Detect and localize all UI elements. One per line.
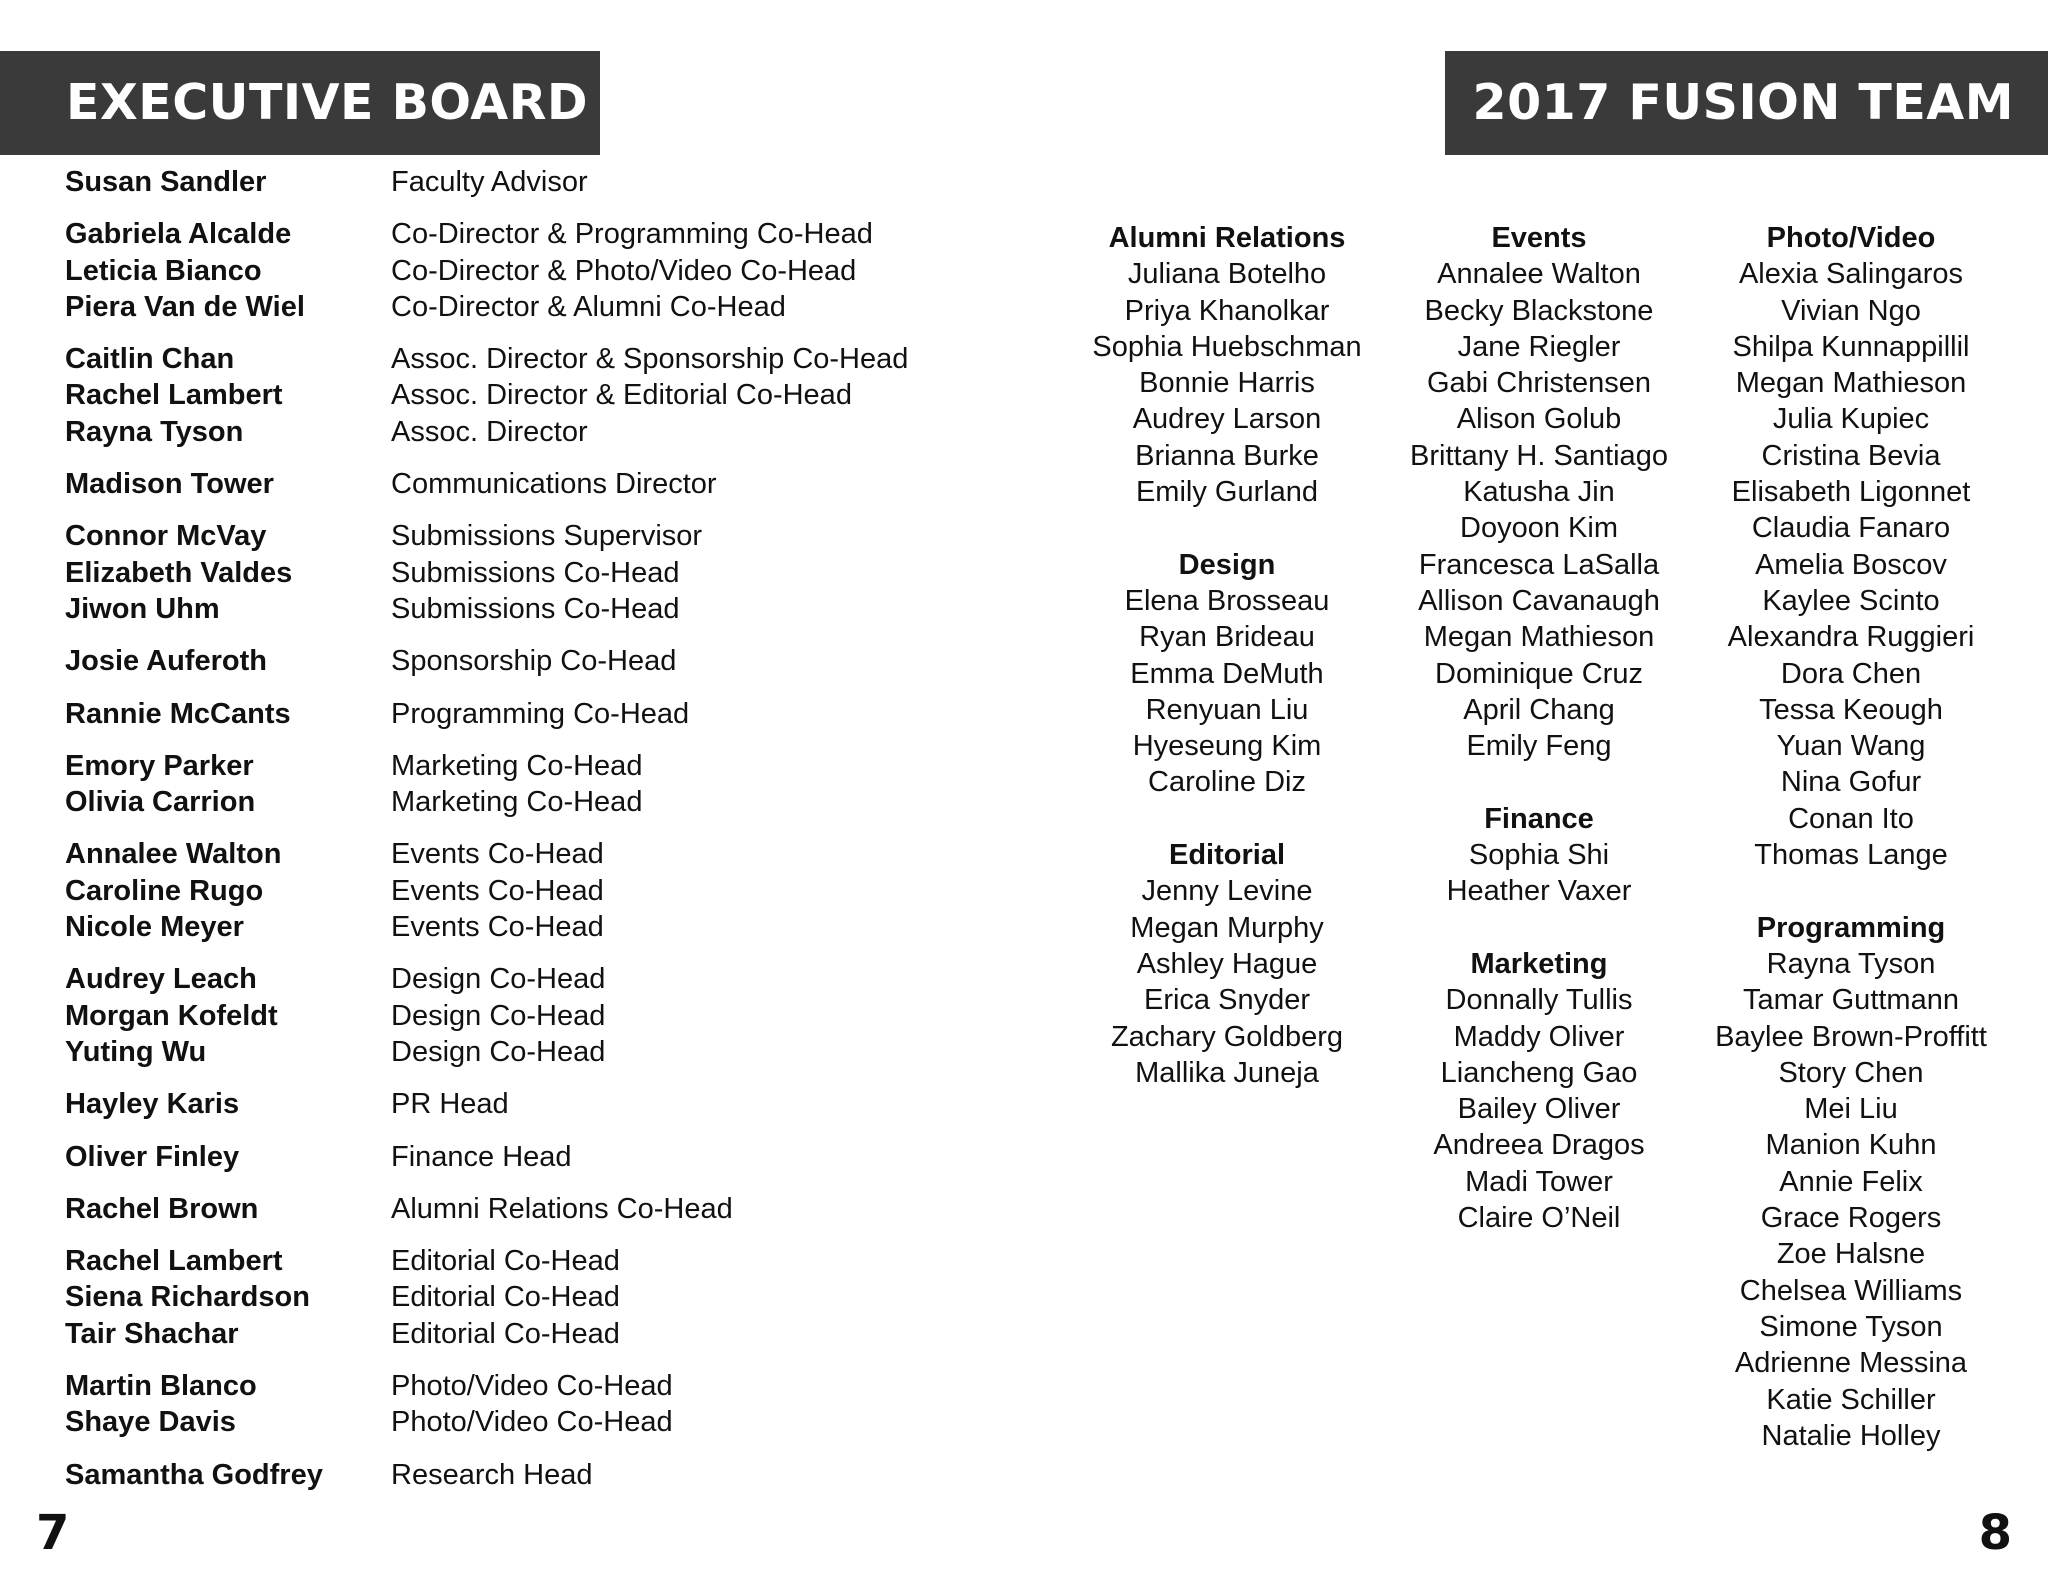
exec-group (65, 1457, 1005, 1493)
team-heading: Design (1178, 548, 1276, 581)
team-member: Tessa Keough (1759, 693, 1943, 726)
page-number-left: 7 (36, 1505, 70, 1561)
executive-board-list (65, 164, 1005, 1509)
team-member: Shilpa Kunnappillil (1732, 330, 1970, 363)
team-member: Natalie Holley (1761, 1419, 1941, 1452)
team-member: Nina Gofur (1780, 766, 1922, 799)
member-role: Communications Director (391, 468, 717, 501)
team-member: Megan Murphy (1130, 911, 1324, 944)
exec-group (65, 696, 1005, 732)
team-member: Emma DeMuth (1130, 657, 1324, 690)
member-role: Editorial Co-Head (391, 1281, 620, 1314)
team-member: Andreea Dragos (1433, 1129, 1645, 1162)
team-heading: Finance (1484, 802, 1594, 835)
member-name: Yuting Wu (65, 1035, 207, 1068)
team-section (1691, 910, 2011, 1454)
member-role: Events Co-Head (391, 838, 604, 871)
exec-row (65, 1316, 1005, 1352)
exec-row (65, 253, 1005, 289)
team-member: Sophia Huebschman (1092, 330, 1362, 363)
team-member: Julia Kupiec (1772, 403, 1930, 436)
team-member: Renyuan Liu (1145, 693, 1309, 726)
member-name: Caitlin Chan (65, 343, 235, 376)
member-name: Josie Auferoth (65, 645, 267, 678)
member-role: Design Co-Head (391, 1035, 606, 1068)
team-member: Manion Kuhn (1765, 1129, 1937, 1162)
member-name: Susan Sandler (65, 166, 267, 198)
team-member: Madi Tower (1465, 1165, 1613, 1198)
member-name: Rachel Brown (65, 1192, 259, 1225)
team-section (1067, 220, 1387, 510)
member-role: Photo/Video Co-Head (391, 1370, 673, 1403)
team-member: Donnally Tullis (1445, 984, 1633, 1017)
team-member: Yuan Wang (1776, 730, 1926, 763)
member-name: Olivia Carrion (65, 786, 256, 819)
member-role: PR Head (391, 1088, 509, 1121)
team-member: Becky Blackstone (1424, 294, 1654, 327)
member-role: Assoc. Director (391, 415, 588, 448)
exec-group (65, 748, 1005, 821)
member-name: Caroline Rugo (65, 874, 264, 907)
member-role: Research Head (391, 1458, 593, 1491)
exec-row (65, 591, 1005, 627)
member-role: Submissions Co-Head (391, 556, 680, 589)
team-heading: Editorial (1168, 839, 1285, 872)
member-name: Rannie McCants (65, 697, 291, 730)
exec-row (65, 1034, 1005, 1070)
member-name: Leticia Bianco (65, 254, 262, 287)
member-role: Marketing Co-Head (391, 749, 643, 782)
exec-row (65, 555, 1005, 591)
member-role: Events Co-Head (391, 911, 604, 944)
team-member: Sophia Shi (1468, 839, 1610, 872)
team-member: Emily Gurland (1135, 476, 1319, 509)
exec-row (65, 1086, 1005, 1122)
team-member: Jane Riegler (1457, 330, 1621, 363)
exec-row (65, 1457, 1005, 1493)
member-role: Editorial Co-Head (391, 1317, 620, 1350)
team-member: Chelsea Williams (1739, 1274, 1963, 1307)
fusion-team-title: 2017 FUSION TEAM (1472, 74, 2014, 131)
team-member: Thomas Lange (1754, 839, 1948, 872)
team-heading: Marketing (1470, 947, 1608, 980)
team-column-3 (1691, 220, 2011, 1490)
team-member: Audrey Larson (1132, 403, 1322, 436)
member-role: Finance Head (391, 1140, 572, 1173)
team-member: Elisabeth Ligonnet (1731, 476, 1971, 509)
team-member: Megan Mathieson (1735, 367, 1967, 400)
member-name: Hayley Karis (65, 1088, 240, 1121)
team-member: Alexandra Ruggieri (1727, 621, 1975, 654)
member-role: Alumni Relations Co-Head (391, 1192, 733, 1225)
team-member: Ashley Hague (1136, 947, 1318, 980)
team-member: Katusha Jin (1463, 476, 1615, 509)
fusion-team-banner (1445, 51, 2048, 155)
exec-row (65, 164, 1005, 200)
member-role: Marketing Co-Head (391, 786, 643, 819)
team-section (1379, 220, 1699, 764)
team-member: Zoe Halsne (1776, 1238, 1926, 1271)
exec-row (65, 909, 1005, 945)
team-heading: Events (1491, 222, 1587, 254)
team-member: Caroline Diz (1148, 766, 1306, 799)
team-member: Grace Rogers (1760, 1202, 1942, 1235)
exec-row (65, 784, 1005, 820)
member-role: Photo/Video Co-Head (391, 1406, 673, 1439)
exec-group (65, 1368, 1005, 1441)
team-member: Megan Mathieson (1423, 621, 1655, 654)
exec-group (65, 1086, 1005, 1122)
team-member: Francesca LaSalla (1418, 548, 1660, 581)
team-member: Jenny Levine (1141, 875, 1313, 908)
team-member: Baylee Brown-Proffitt (1715, 1020, 1987, 1053)
team-member: Vivian Ngo (1781, 294, 1921, 327)
member-name: Audrey Leach (65, 963, 257, 996)
exec-row (65, 643, 1005, 679)
member-role: Assoc. Director & Editorial Co-Head (391, 379, 852, 412)
team-member: April Chang (1463, 693, 1615, 726)
page-number-right: 8 (1978, 1505, 2012, 1561)
member-name: Nicole Meyer (65, 911, 244, 944)
member-name: Annalee Walton (65, 838, 282, 871)
team-member: Hyeseung Kim (1132, 730, 1322, 763)
team-member: Priya Khanolkar (1124, 294, 1330, 327)
team-member: Brianna Burke (1135, 439, 1319, 472)
member-name: Rachel Lambert (65, 1245, 283, 1278)
exec-group (65, 164, 1005, 200)
executive-board-banner (0, 51, 600, 155)
exec-group (65, 1191, 1005, 1227)
member-role: Submissions Supervisor (391, 520, 703, 553)
exec-row (65, 289, 1005, 325)
exec-row (65, 377, 1005, 413)
team-member: Bonnie Harris (1139, 367, 1315, 400)
member-role: Assoc. Director & Sponsorship Co-Head (391, 343, 909, 376)
member-role: Co-Director & Photo/Video Co-Head (391, 254, 857, 287)
team-member: Dora Chen (1780, 657, 1922, 690)
member-name: Rayna Tyson (65, 415, 244, 448)
team-section (1379, 801, 1699, 910)
team-heading: Alumni Relations (1108, 222, 1346, 254)
exec-group (65, 1139, 1005, 1175)
member-role: Submissions Co-Head (391, 592, 680, 625)
exec-row (65, 696, 1005, 732)
team-member: Amelia Boscov (1755, 548, 1947, 581)
team-member: Liancheng Gao (1440, 1056, 1638, 1089)
exec-row (65, 1243, 1005, 1279)
member-name: Connor McVay (65, 520, 267, 553)
exec-group (65, 1243, 1005, 1352)
team-member: Simone Tyson (1759, 1310, 1943, 1343)
team-section (1691, 220, 2011, 873)
team-member: Allison Cavanaugh (1418, 584, 1660, 617)
team-member: Conan Ito (1788, 802, 1914, 835)
member-name: Jiwon Uhm (65, 592, 220, 625)
member-role: Events Co-Head (391, 874, 604, 907)
exec-group (65, 836, 1005, 945)
member-name: Tair Shachar (65, 1317, 239, 1350)
team-member: Emily Feng (1466, 730, 1612, 763)
team-member: Alison Golub (1456, 403, 1622, 436)
team-member: Doyoon Kim (1460, 512, 1618, 545)
team-column-2 (1379, 220, 1699, 1273)
member-name: Madison Tower (65, 468, 274, 501)
member-name: Elizabeth Valdes (65, 556, 293, 589)
team-heading: Programming (1756, 911, 1946, 944)
executive-board-title: EXECUTIVE BOARD (66, 74, 589, 131)
team-member: Dominique Cruz (1435, 657, 1643, 690)
exec-row (65, 518, 1005, 554)
exec-row (65, 836, 1005, 872)
exec-group (65, 643, 1005, 679)
team-member: Gabi Christensen (1426, 367, 1652, 400)
team-heading: Photo/Video (1766, 222, 1936, 254)
team-member: Alexia Salingaros (1738, 258, 1964, 291)
member-name: Emory Parker (65, 749, 254, 782)
team-member: Mallika Juneja (1135, 1056, 1319, 1089)
team-member: Annalee Walton (1437, 258, 1641, 291)
team-member: Katie Schiller (1766, 1383, 1936, 1416)
exec-row (65, 216, 1005, 252)
team-member: Zachary Goldberg (1110, 1020, 1344, 1053)
team-member: Elena Brosseau (1124, 584, 1330, 617)
member-name: Shaye Davis (65, 1406, 236, 1439)
member-role: Programming Co-Head (391, 697, 690, 730)
team-column-1 (1067, 220, 1387, 1127)
exec-group (65, 216, 1005, 325)
team-member: Bailey Oliver (1457, 1093, 1621, 1126)
exec-row (65, 873, 1005, 909)
team-member: Annie Felix (1779, 1165, 1923, 1198)
member-name: Martin Blanco (65, 1370, 257, 1403)
member-name: Piera Van de Wiel (65, 290, 305, 323)
member-name: Morgan Kofeldt (65, 999, 278, 1032)
exec-row (65, 1139, 1005, 1175)
team-section (1067, 547, 1387, 801)
member-role: Co-Director & Programming Co-Head (391, 218, 873, 251)
member-role: Co-Director & Alumni Co-Head (391, 290, 786, 323)
exec-group (65, 341, 1005, 450)
team-member: Story Chen (1778, 1056, 1924, 1089)
exec-row (65, 1404, 1005, 1440)
team-section (1067, 837, 1387, 1091)
exec-group (65, 518, 1005, 627)
team-member: Claudia Fanaro (1751, 512, 1951, 545)
exec-group (65, 961, 1005, 1070)
team-member: Maddy Oliver (1453, 1020, 1625, 1053)
exec-row (65, 1191, 1005, 1227)
member-role: Design Co-Head (391, 963, 606, 996)
member-role: Design Co-Head (391, 999, 606, 1032)
member-name: Oliver Finley (65, 1140, 240, 1173)
exec-group (65, 466, 1005, 502)
team-member: Ryan Brideau (1139, 621, 1315, 654)
exec-row (65, 341, 1005, 377)
team-member: Cristina Bevia (1761, 439, 1941, 472)
exec-row (65, 1279, 1005, 1315)
exec-row (65, 998, 1005, 1034)
team-member: Mei Liu (1804, 1093, 1898, 1126)
team-member: Tamar Guttmann (1743, 984, 1959, 1017)
exec-row (65, 748, 1005, 784)
exec-row (65, 961, 1005, 997)
member-name: Gabriela Alcalde (65, 218, 292, 251)
member-role: Faculty Advisor (391, 166, 588, 198)
team-member: Kaylee Scinto (1762, 584, 1940, 617)
team-member: Claire O’Neil (1457, 1202, 1621, 1235)
team-member: Adrienne Messina (1734, 1347, 1968, 1380)
member-role: Sponsorship Co-Head (391, 645, 677, 678)
member-name: Rachel Lambert (65, 379, 283, 412)
member-role: Editorial Co-Head (391, 1245, 620, 1278)
team-member: Brittany H. Santiago (1410, 439, 1668, 472)
team-member: Erica Snyder (1143, 984, 1310, 1017)
team-member: Rayna Tyson (1766, 947, 1936, 980)
team-member: Heather Vaxer (1446, 875, 1632, 908)
team-member: Juliana Botelho (1127, 258, 1327, 291)
exec-row (65, 1368, 1005, 1404)
member-name: Samantha Godfrey (65, 1458, 323, 1491)
exec-row (65, 466, 1005, 502)
team-section (1379, 946, 1699, 1236)
member-name: Siena Richardson (65, 1281, 310, 1314)
exec-row (65, 414, 1005, 450)
